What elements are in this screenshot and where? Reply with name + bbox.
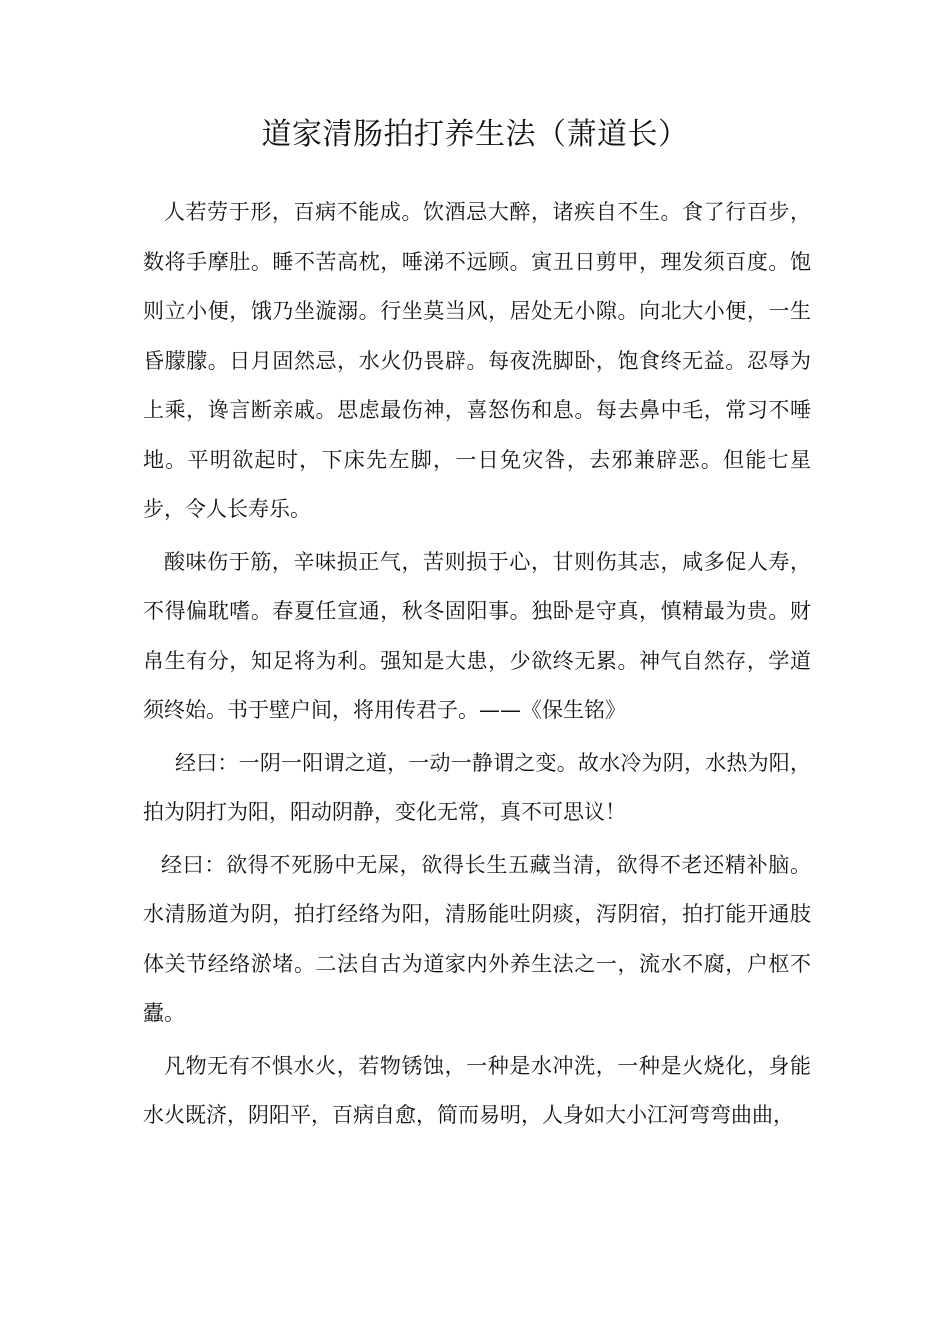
- paragraph: 人若劳于形，百病不能成。饮酒忌大醉，诸疾自不生。食了行百步，数将手摩肚。睡不苦高枕，唾涕不远顾。寅丑日剪甲，理发须百度。饱则立小便，饿乃坐漩溺。行坐莫当风，居处无小隙。向北大小便，一生昏朦朦。日月固然忌，水火仍畏辟。每夜洗脚卧，饱食终无益。忍辱为上乘，谗言断亲戚。思虑最伤神，喜怒伤和息。每去鼻中毛，常习不唾地。平明欲起时，下床先左脚，一日免灾咎，去邪兼辟恶。但能七星步，令人长寿乐。: [143, 200, 811, 521]
- paragraph: 酸味伤于筋，辛味损正气，苦则损于心，甘则伤其志，咸多促人寿，不得偏耽嗜。春夏任宣通，秋冬固阳事。独卧是守真，慎精最为贵。财帛生有分，知足将为利。强知是大患，少欲终无累。神气自然存，学道须终始。书于壁户间，将用传君子。——《保生铭》: [143, 549, 811, 722]
- paragraph: 经曰：一阴一阳谓之道，一动一静谓之变。故水冷为阴，水热为阳，拍为阴打为阳，阳动阴静，变化无常，真不可思议！: [143, 750, 811, 824]
- paragraph: 凡物无有不惧水火，若物锈蚀，一种是水冲洗，一种是火烧化，身能水火既济，阴阳平，百病自愈，简而易明，人身如大小江河弯弯曲曲，: [143, 1053, 811, 1127]
- document-body: [143, 188, 811, 1144]
- paragraph: 经曰：欲得不死肠中无屎，欲得长生五藏当清，欲得不老还精补脑。水清肠道为阴，拍打经络为阳，清肠能吐阴痰，泻阴宿，拍打能开通肢体关节经络淤堵。二法自古为道家内外养生法之一，流水不腐，户枢不蠹。: [143, 852, 811, 1025]
- document-title: 道家清肠拍打养生法（萧道长）: [261, 117, 689, 152]
